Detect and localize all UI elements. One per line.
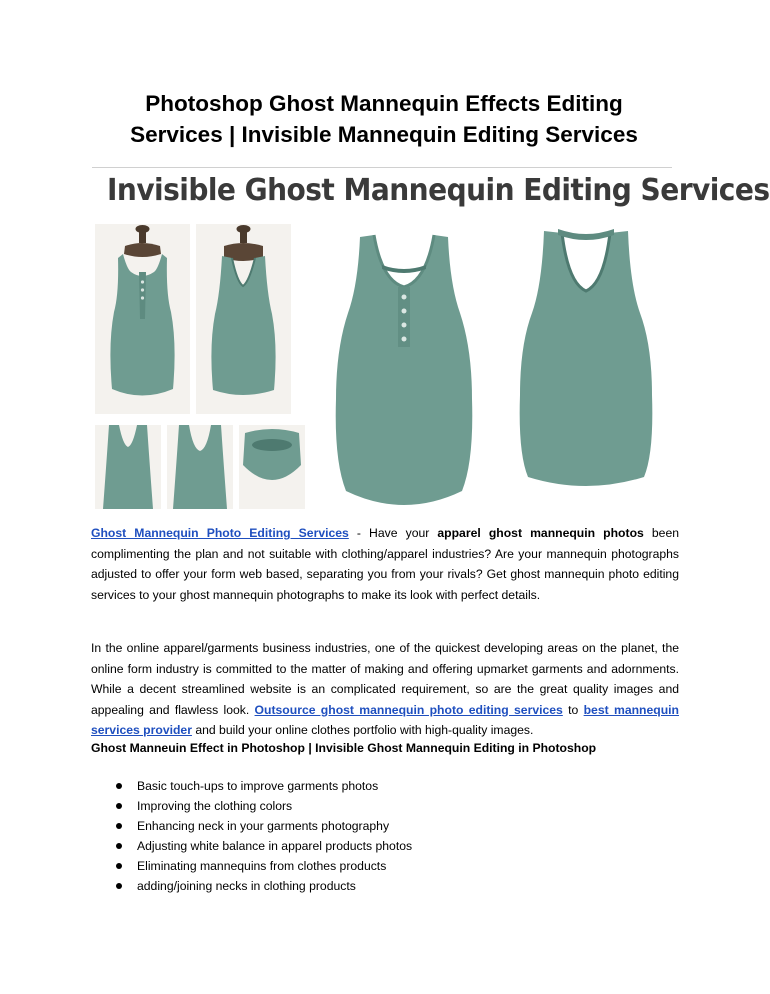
list-item: Improving the clothing colors — [116, 796, 412, 816]
bullet-icon — [116, 883, 122, 889]
business-text-2: to — [562, 702, 584, 717]
intro-text-2: been complimenting the plan and not suitable with clothing/apparel industries? Are your mannequin photographs adjusted to offer your form web based, separating you from your rivals? Get ghost mannequin photo editing services to your ghost mannequin photographs to make its look with perfect details. — [91, 526, 679, 602]
ghost-mannequin-services-link[interactable]: Ghost Mannequin Photo Editing Services — [91, 526, 349, 540]
section-heading: Ghost Manneuin Effect in Photoshop | Invisible Ghost Mannequin Editing in Photoshop — [91, 741, 597, 755]
services-list — [116, 776, 412, 896]
bullet-icon — [116, 783, 122, 789]
bullet-icon — [116, 863, 122, 869]
ghost-tank-back — [504, 225, 669, 490]
intro-bold: apparel ghost mannequin photos — [437, 526, 644, 540]
banner-heading: Invisible Ghost Mannequin Editing Services — [107, 173, 770, 208]
business-text-1: In the online apparel/garments business industries, one of the quickest developing areas on the planet, the online form industry is committed to the matter of making and offering upmarket garments and adornments. While a decent streamlined website is an complicated requirement, so are the great quality images and appealing and flawless look. — [91, 641, 679, 717]
intro-text-1: - Have your — [348, 526, 438, 540]
mannequin-front-photo — [95, 224, 190, 414]
intro-paragraph — [91, 523, 679, 605]
business-paragraph — [91, 638, 679, 741]
provider-link[interactable]: best mannequin services provider — [91, 702, 679, 738]
thumbnail-photos — [95, 425, 307, 509]
list-item: Eliminating mannequins from clothes products — [116, 856, 412, 876]
banner-image — [92, 167, 770, 510]
list-item: Enhancing neck in your garments photography — [116, 816, 412, 836]
bullet-icon — [116, 803, 122, 809]
title-line-2: Services | Invisible Mannequin Editing Services — [130, 122, 638, 147]
list-item: adding/joining necks in clothing products — [116, 876, 412, 896]
list-item: Basic touch-ups to improve garments photos — [116, 776, 412, 796]
bullet-icon — [116, 843, 122, 849]
bullet-icon — [116, 823, 122, 829]
ghost-tank-front — [322, 229, 487, 509]
list-item: Adjusting white balance in apparel products photos — [116, 836, 412, 856]
title-line-1: Photoshop Ghost Mannequin Effects Editing — [145, 91, 623, 116]
business-text-3: and build your online clothes portfolio with high-quality images. — [191, 723, 534, 738]
mannequin-back-photo — [196, 224, 291, 414]
outsource-link[interactable]: Outsource ghost mannequin photo editing services — [254, 702, 563, 717]
banner-top-border — [92, 167, 672, 168]
document-title — [60, 88, 708, 150]
